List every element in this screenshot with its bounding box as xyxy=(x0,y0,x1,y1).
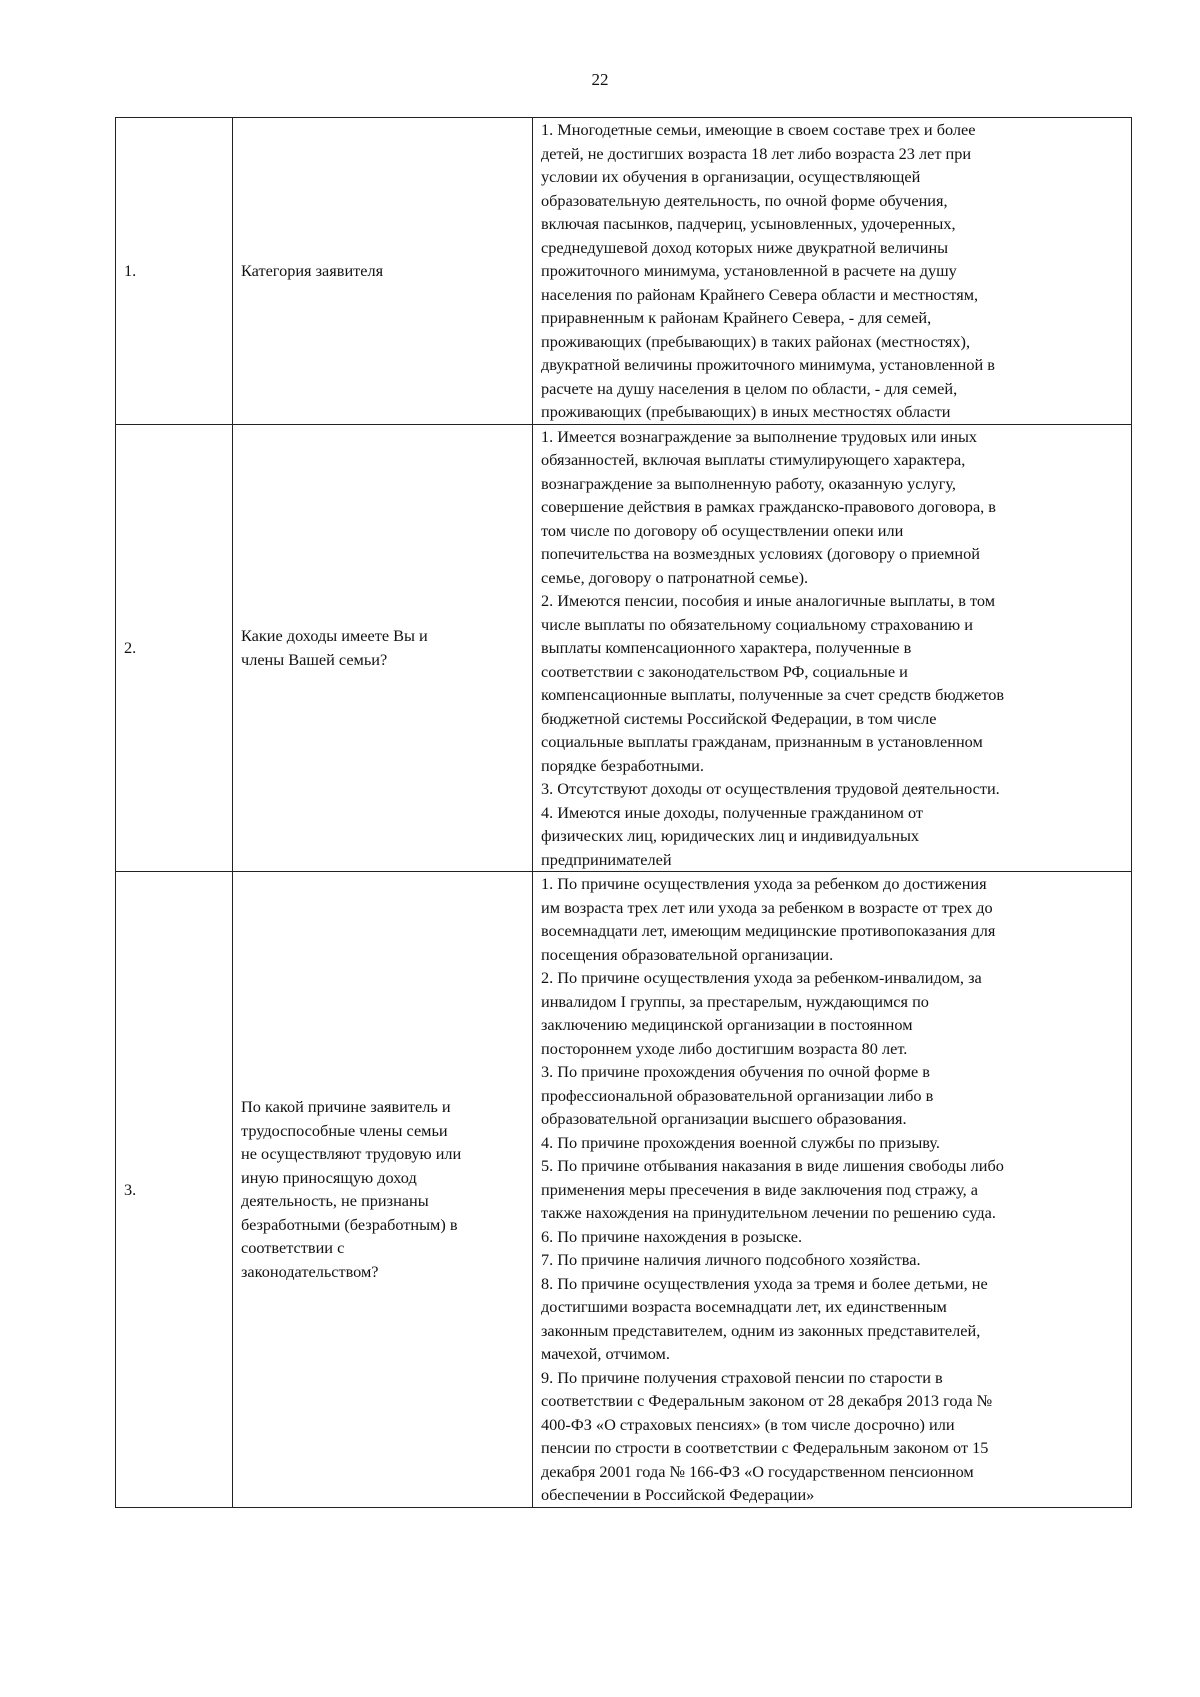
page-number: 22 xyxy=(591,70,609,89)
question-text: По какой причине заявитель и трудоспособные члены семьи не осуществляют трудовую или иную приносящую доход деятельность, не признаны безработными (безработным) в соответствии с законодательством? xyxy=(241,1097,462,1281)
answer-option: 4. По причине прохождения военной службы по призыву. xyxy=(541,1132,940,1152)
table-row xyxy=(116,424,1132,872)
answer-cell xyxy=(533,424,1132,872)
answer-option: 8. По причине осуществления ухода за тремя и более детьми, не достигшими возраста восемнадцати лет, их единственным законным представителем, одним из законных представителей, мачехой, отчимом. xyxy=(541,1273,988,1363)
row-number: 2. xyxy=(116,424,233,872)
question-cell xyxy=(233,424,533,872)
answer-option: 7. По причине наличия личного подсобного хозяйства. xyxy=(541,1250,921,1269)
answer-option: 1. Имеется вознаграждение за выполнение трудовых или иных обязанностей, включая выплаты стимулирующего характера, вознаграждение за выполненную работу, оказанную услугу, совершение действия в рамках гражданско-правового договора, в том числе по договору об осуществлении опеки или попечительства на возмездных условиях (договору о приемной семье, договору о патронатной семье). xyxy=(541,426,996,587)
answer-option: 3. По причине прохождения обучения по очной форме в профессиональной образовательной организации либо в образовательной организации высшего образования. xyxy=(541,1062,934,1128)
answer-option: 9. По причине получения страховой пенсии по старости в соответствии с Федеральным законом от 28 декабря 2013 года № 400-ФЗ «О страховых пенсиях» (в том числе досрочно) или пенсии по стрости в соответствии с Федеральным законом от 15 декабря 2001 года № 166-ФЗ «О государственном пенсионном обеспечении в Российской Федерации» xyxy=(541,1367,993,1504)
answer-cell xyxy=(533,872,1132,1508)
question-text: Какие доходы имеете Вы и члены Вашей семьи? xyxy=(241,626,428,669)
questionnaire-table xyxy=(115,117,1132,1508)
row-number: 3. xyxy=(116,872,233,1508)
answer-option: 5. По причине отбывания наказания в виде лишения свободы либо применения меры пресечения в виде заключения под стражу, а также нахождения на принудительном лечении по решению суда. xyxy=(541,1156,1004,1222)
answer-option: 1. Многодетные семьи, имеющие в своем составе трех и более детей, не достигших возраста 18 лет либо возраста 23 лет при условии их обучения в организации, осуществляющей образовательную деятельность, по очной форме обучения, включая пасынков, падчериц, усыновленных, удочеренных, среднедушевой доход которых ниже двукратной величины прожиточного минимума, установленной в расчете на душу населения по районам Крайнего Севера области и местностям, приравненным к районам Крайнего Севера, - для семей, проживающих (пребывающих) в таких районах (местностях), двукратной величины прожиточного минимума, установленной в расчете на душу населения в целом по области, - для семей, проживающих (пребывающих) в иных местностях области xyxy=(541,120,995,421)
answer-option: 1. По причине осуществления ухода за ребенком до достижения им возраста трех лет или ухода за ребенком в возрасте от трех до восемнадцати лет, имеющим медицинские противопоказания для посещения образовательной организации. xyxy=(541,874,996,964)
answer-option: 2. По причине осуществления ухода за ребенком-инвалидом, за инвалидом I группы, за престарелым, нуждающимся по заключению медицинской организации в постоянном постороннем уходе либо достигшим возраста 80 лет. xyxy=(541,968,982,1058)
answer-option: 3. Отсутствуют доходы от осуществления трудовой деятельности. xyxy=(541,779,1000,798)
row-number: 1. xyxy=(116,118,233,425)
answer-option: 6. По причине нахождения в розыске. xyxy=(541,1226,803,1246)
answer-cell xyxy=(533,118,1132,425)
answer-option: 2. Имеются пенсии, пособия и иные аналогичные выплаты, в том числе выплаты по обязательному социальному страхованию и выплаты компенсационного характера, полученные в соответствии с законодательством РФ, социальные и компенсационные выплаты, полученные за счет средств бюджетов бюджетной системы Российской Федерации, в том числе социальные выплаты гражданам, признанным в установленном порядке безработными. xyxy=(541,591,1005,775)
answer-option: 4. Имеются иные доходы, полученные гражданином от физических лиц, юридических лиц и индивидуальных предпринимателей xyxy=(541,802,924,869)
table-row xyxy=(116,872,1132,1508)
question-cell xyxy=(233,872,533,1508)
question-cell xyxy=(233,118,533,425)
question-text: Категория заявителя xyxy=(241,261,384,280)
table-row xyxy=(116,118,1132,425)
